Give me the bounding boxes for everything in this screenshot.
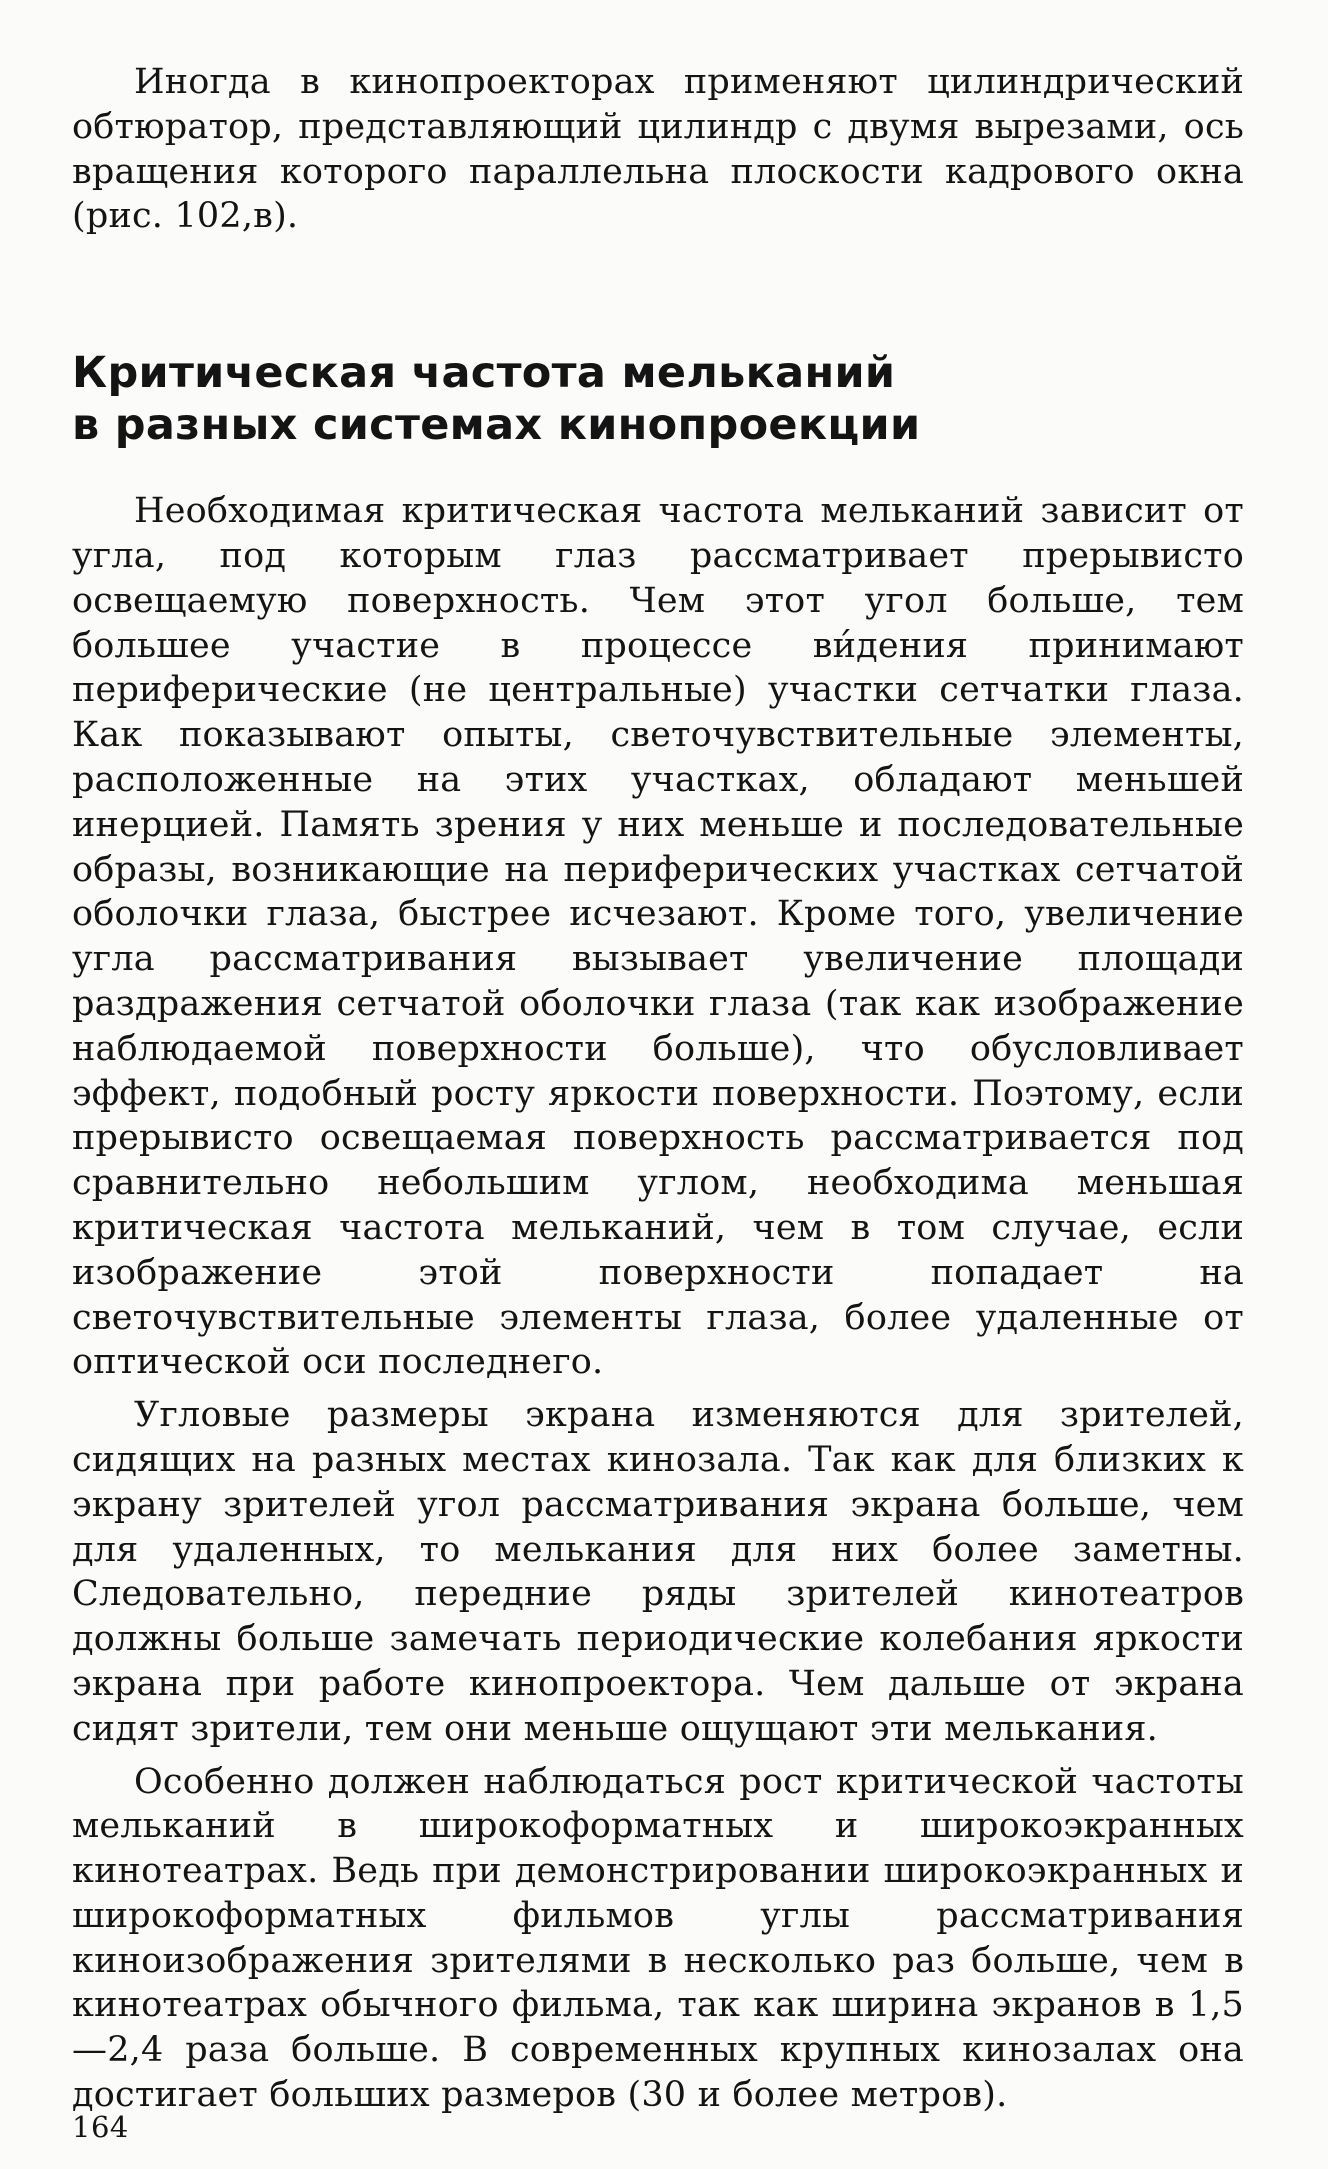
body-paragraph-1: Необходимая критическая частота мельканий зависит от угла, под которым глаз рассматривает прерывисто освещаемую поверхность. Чем этот угол больше, тем большее участие в процессе ви́дения принимают периферические (не центральные) участки сетчатки глаза. Как показывают опыты, светочувствительные элементы, расположенные на этих участках, обладают меньшей инерцией. Память зрения у них меньше и последовательные образы, возникающие на периферических участках сетчатой оболочки глаза, быстрее исчезают. Кроме того, увеличение угла рассматривания вызывает увеличение площади раздражения сетчатой оболочки глаза (так как изображение наблюдаемой поверхности больше), что обусловливает эффект, подобный росту яркости поверхности. Поэтому, если прерывисто освещаемая поверхность рассматривается под сравнительно небольшим углом, необходима меньшая критическая частота мельканий, чем в том случае, если изображение этой поверхности попадает на светочувствительные элементы глаза, более удаленные от оптической оси последнего. xyxy=(72,491,1244,1383)
section-heading xyxy=(72,347,1244,451)
intro-paragraph: Иногда в кинопроекторах применяют цилиндрический обтюратор, представляющий цилиндр с двумя вырезами, ось вращения которого параллельна плоскости кадрового окна (рис. 102,в). xyxy=(72,62,1244,237)
body-paragraph-2: Угловые размеры экрана изменяются для зрителей, сидящих на разных местах кинозала. Так как для близких к экрану зрителей угол рассматривания экрана больше, чем для удаленных, то мелькания для них более заметны. Следовательно, передние ряды зрителей кинотеатров должны больше замечать периодические колебания яркости экрана при работе кинопроектора. Чем дальше от экрана сидят зрители, тем они меньше ощущают эти мелькания. xyxy=(72,1395,1244,1749)
page-body xyxy=(72,60,1244,2118)
page-number: 164 xyxy=(72,2110,129,2144)
section-heading-line-1: Критическая частота мельканий xyxy=(72,348,896,399)
section-heading-line-2: в разных системах кинопроекции xyxy=(72,400,921,451)
body-paragraph-3: Особенно должен наблюдаться рост критической частоты мельканий в широкоформатных и широкоэкранных кинотеатрах. Ведь при демонстрировании широкоэкранных и широкоформатных фильмов углы рассматривания киноизображения зрителями в несколько раз больше, чем в кинотеатрах обычного фильма, так как ширина экранов в 1,5—2,4 раза больше. В современных крупных кинозалах она достигает больших размеров (30 и более метров). xyxy=(72,1761,1244,2116)
